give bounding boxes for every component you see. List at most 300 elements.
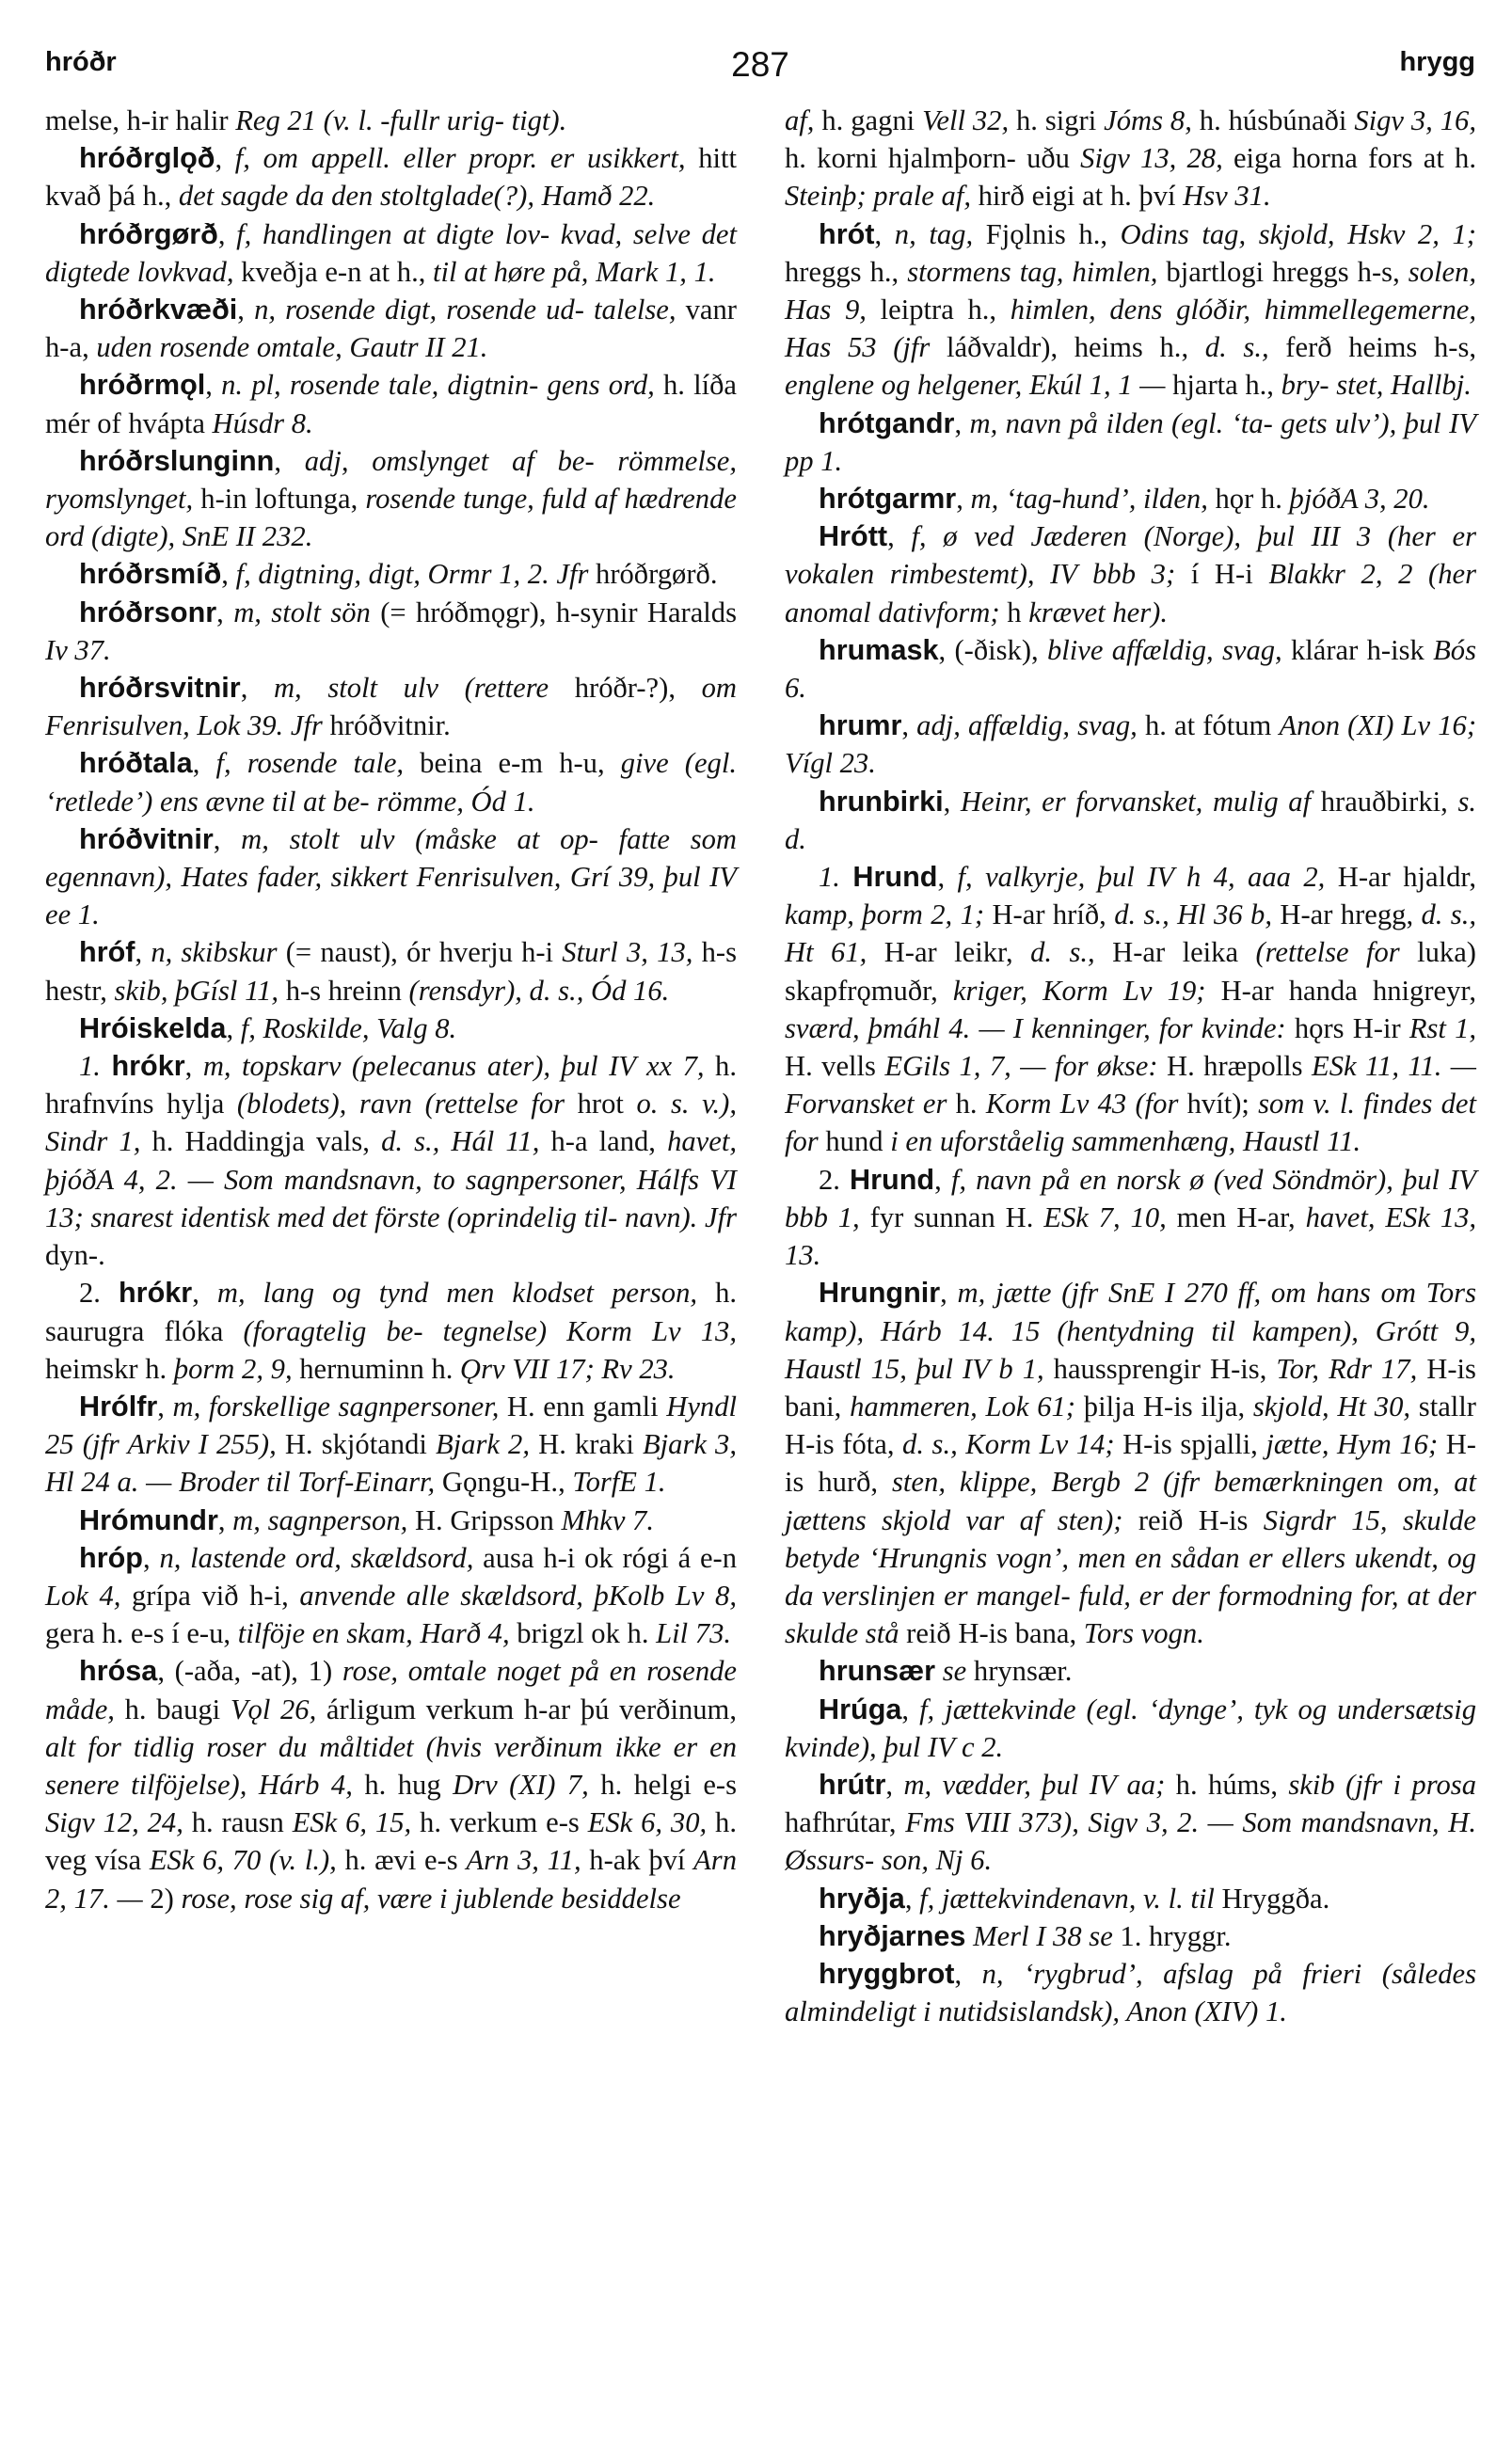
entry-text: m, vædder, þul IV aa; [903, 1768, 1166, 1801]
entry-text: (foragtelig be- tegnelse) Korm Lv 13, [243, 1314, 737, 1347]
entry-headword: hróðtala [79, 747, 193, 780]
entry-text: s. d. [785, 785, 1476, 855]
entry-text: klárar h-isk [1281, 633, 1434, 666]
entry-text: H-ar hregg, [1271, 898, 1422, 931]
entry-text: H-ar handa hnigreyr, [1205, 974, 1477, 1007]
entry-text: kveðja e-n at h., [233, 255, 434, 288]
entry-headword: hróðrsmíð [79, 558, 222, 591]
entry-text: n. pl, rosende tale, digtnin- gens ord, [221, 369, 655, 402]
entry-text: (blodets), ravn (rettelse for [236, 1088, 565, 1121]
entry-text: m, stolt ulv (rettere [273, 672, 549, 705]
entry-text: þilja H-is ilja, [1075, 1390, 1253, 1423]
entry-text: skjold, Ht 30, [1252, 1390, 1411, 1423]
entry-text: , [217, 1503, 233, 1536]
dictionary-entry [785, 480, 1476, 517]
entry-text: vanr h-a, [45, 294, 738, 364]
entry-text: H-is bani, [785, 1352, 1476, 1423]
entry-text: h. húsbúnaði [1191, 104, 1355, 136]
entry-text: rose, omtale noget på en rosende måde, [45, 1655, 738, 1725]
entry-headword: Hrólfr [79, 1390, 158, 1423]
entry-text: h-a land, [539, 1125, 668, 1158]
entry-text: , (-ðisk), [938, 633, 1047, 666]
entry-text: EGils 1, 7, — for økse: [884, 1050, 1158, 1083]
entry-text: H. enn gamli [499, 1390, 667, 1423]
dictionary-entry [45, 933, 737, 1009]
entry-text: melse, h-ir halir [45, 104, 236, 136]
entry-text: kamp, þorm 2, 1; [785, 898, 985, 931]
entry-text: n, tag, [894, 217, 974, 250]
entry-text: Jóms 8, [1104, 104, 1192, 136]
entry-text: H. Gripsson [407, 1503, 562, 1536]
entry-text: , [240, 672, 274, 705]
entry-text: bjartlogi hreggs h-s, [1157, 255, 1409, 288]
entry-text: , [274, 444, 305, 477]
entry-text: f, navn på en norsk ø (ved Söndmör), þul IV bbb 1, [785, 1163, 1477, 1233]
entry-text: d. s., Hl 36 b, [1114, 898, 1272, 931]
entry-text: h-ak því [581, 1844, 694, 1877]
entry-headword: hrunbirki [819, 785, 944, 818]
dictionary-entry [45, 1009, 737, 1047]
entry-text: rosende tunge, fuld af hædrende ord (digte), SnE II 232. [45, 483, 737, 553]
entry-text: i en uforståelig sammenhæng, Haustl 11. [890, 1125, 1361, 1158]
entry-headword: Hrótt [819, 520, 888, 553]
entry-text: grípa við h-i, [120, 1579, 300, 1612]
dictionary-entry [45, 1539, 737, 1653]
dictionary-entry [45, 442, 737, 556]
entry-text: Fms VIII 373), Sigv 3, 2. — Som mandsnavn, H. Øssurs- son, Nj 6. [785, 1806, 1476, 1877]
entry-headword: hróðrglǫð [79, 142, 215, 175]
entry-text: hróðr-?), [549, 672, 702, 705]
entry-text: f, jættekvinde (egl. ‘dynge’, tyk og undersætsig kvinde), þul IV c 2. [785, 1693, 1477, 1763]
entry-text: H-is hurð, [785, 1428, 1476, 1499]
entry-text: m, stolt sön [233, 596, 371, 628]
entry-text: H-ar leika [1094, 936, 1256, 969]
entry-text: h. húms, [1165, 1768, 1289, 1801]
entry-text: h-s hreinn [279, 974, 409, 1007]
entry-text: englene og helgener, Ekúl 1, 1 — [785, 369, 1166, 402]
entry-text: m, jætte (jfr SnE I 270 ff, om hans om Tors kamp), Hárb 14. 15 (hentydning til kampen), Grótt 9, Haustl 15, þul IV b 1, [785, 1277, 1476, 1385]
entry-text: h-in loftunga, [193, 483, 366, 516]
entry-text: H-ar hjaldr, [1325, 861, 1476, 894]
dictionary-entry [785, 102, 1476, 215]
entry-text: , [221, 558, 236, 591]
entry-text: hróðvitnir. [322, 709, 451, 742]
entry-text: f, Roskilde, Valg 8. [240, 1011, 457, 1044]
entry-text: se [942, 1655, 967, 1688]
entry-text: 2. [819, 1163, 851, 1196]
entry-text: , [874, 217, 895, 250]
entry-headword: hróðrslunginn [79, 444, 275, 477]
entry-text: f, valkyrje, þul IV h 4, aaa 2, [957, 861, 1326, 894]
entry-text: Vell 32, [922, 104, 1010, 136]
entry-text: f, ø ved Jæderen (Norge), þul III 3 (her er vokalen rimbestemt), IV bbb 3; [785, 520, 1476, 591]
entry-headword: Hrund [852, 861, 938, 894]
entry-text: , [954, 1957, 982, 1990]
entry-text: h. hrafnvíns hylja [45, 1050, 738, 1121]
dictionary-entry [785, 405, 1476, 480]
entry-text: Iv 37. [45, 633, 111, 666]
entry-text: d. s., [1030, 936, 1095, 969]
entry-text: o. s. v.), Sindr 1, [45, 1088, 737, 1158]
entry-text: láðvaldr), heims h., [930, 331, 1205, 364]
entry-text: 1. [79, 1050, 112, 1083]
entry-text: m, topskarv (pelecanus ater), þul IV xx 7, [202, 1050, 705, 1083]
entry-text: m, forskellige sagnpersoner, [172, 1390, 500, 1423]
entry-text: Drv (XI) 7, [453, 1768, 589, 1801]
dictionary-entry [785, 1766, 1476, 1880]
entry-text: sværd, þmáhl 4. — I kenninger, for kvinde: [785, 1011, 1286, 1044]
entry-text: Fjǫlnis h., [973, 217, 1121, 250]
entry-text: f, rosende tale, [215, 747, 405, 780]
entry-headword: hróðvitnir [79, 822, 214, 855]
entry-text: , [887, 520, 912, 553]
entry-text: f, digtning, digt, Ormr 1, 2. Jfr [235, 558, 589, 591]
entry-text: hrynsær. [966, 1655, 1073, 1688]
entry-text: , [215, 142, 235, 175]
entry-text: H. hræpolls [1157, 1050, 1312, 1083]
entry-text: f, om appell. eller propr. er usikkert, [234, 142, 686, 175]
entry-text: reið H-is [1122, 1503, 1264, 1536]
entry-text: det sagde da den stoltglade(?), Hamð 22. [178, 180, 656, 213]
entry-text: Sturl 3, 13, [562, 936, 693, 969]
entry-text: hreggs h., [785, 255, 908, 288]
right-column [785, 102, 1476, 2030]
dictionary-entry [45, 1047, 737, 1274]
entry-headword: hrót [819, 217, 875, 250]
entry-text: Tors vogn. [1083, 1617, 1204, 1650]
entry-text: d. s., Ht 61, [785, 898, 1476, 969]
entry-text: Ǫrv VII 17; Rv 23. [460, 1352, 676, 1385]
entry-text: , [216, 596, 234, 628]
entry-text: Bós 6. [785, 633, 1476, 705]
entry-text: blive affældig, svag, [1046, 633, 1282, 666]
entry-text: (= naust), ór hverju h-i [277, 936, 563, 969]
entry-text: stallr H-is fóta, [785, 1390, 1476, 1461]
entry-text: n, rosende digt, rosende ud- talelse, [254, 294, 676, 326]
entry-text: luka) skapfrǫmuðr, [785, 936, 1476, 1007]
entry-text: rose, rose sig af, være i jublende besiddelse [181, 1882, 681, 1915]
entry-text: Rst 1, [1409, 1011, 1477, 1044]
entry-text: fyr sunnan H. [859, 1200, 1044, 1233]
entry-text: , [135, 936, 151, 969]
entry-text: tilföje en skam, Harð 4, [237, 1617, 510, 1650]
entry-headword: hrókr [118, 1277, 193, 1310]
entry-text: , [237, 294, 255, 326]
entry-headword: hróf [79, 936, 135, 969]
entry-text: m, navn på ilden (egl. ‘ta- gets ulv’), þul IV pp 1. [785, 406, 1477, 477]
entry-text: h. baugi [114, 1693, 231, 1725]
entry-text: jætte, Hym 16; [1265, 1428, 1439, 1461]
entry-text: Hryggða. [1214, 1882, 1330, 1915]
dictionary-entry [45, 215, 737, 291]
entry-text: Hsv 31. [1183, 180, 1271, 213]
dictionary-entry [45, 1274, 737, 1388]
dictionary-entry [785, 517, 1476, 631]
dictionary-entry [785, 1652, 1476, 1690]
entry-text: hǫr h. [1207, 483, 1290, 516]
entry-text: Anon (XI) Lv 16; Vígl 23. [785, 709, 1477, 780]
entry-text: Vǫl 26, [230, 1693, 317, 1725]
entry-text: d. s., [1204, 331, 1269, 364]
entry-text: þjóðA 3, 20. [1289, 483, 1430, 516]
dictionary-entry [45, 1388, 737, 1502]
entry-text: haussprengir H-is, [1043, 1352, 1277, 1385]
entry-headword: hryggbrot [819, 1957, 955, 1990]
entry-headword: hrumr [819, 709, 902, 742]
entry-text: , [184, 1050, 203, 1083]
entry-text: adj, omslynget af be- römmelse, ryomslynget, [45, 444, 737, 516]
entry-headword: Hróiskelda [79, 1011, 227, 1044]
entry-text: Tor, Rdr 17, [1276, 1352, 1418, 1385]
entry-text: alt for tidlig roser du måltidet (hvis verðinum ikke er en senere tilföjelse), Hárb 4, [45, 1730, 737, 1801]
entry-headword: Hrungnir [819, 1277, 941, 1310]
dictionary-entry [45, 744, 737, 819]
left-column [45, 102, 737, 1917]
entry-text: , [940, 1277, 958, 1310]
entry-text: 2) [142, 1882, 182, 1915]
entry-headword: hrókr [111, 1050, 185, 1083]
header-guide-word-right: hrygg [1399, 47, 1475, 77]
entry-text: , [205, 369, 222, 402]
entry-text: H. skjótandi [276, 1428, 436, 1461]
entry-text: Sigv 3, 16, [1354, 104, 1476, 136]
dictionary-entry [785, 631, 1476, 707]
entry-text: , [226, 1011, 241, 1044]
entry-text: , [937, 861, 958, 894]
entry-text: , [901, 709, 917, 742]
entry-text: ESk 7, 10, [1043, 1200, 1167, 1233]
entry-text: krævet her). [1028, 596, 1169, 628]
entry-headword: Hrúga [819, 1693, 902, 1725]
entry-text: d. s., Korm Lv 14; [902, 1428, 1115, 1461]
entry-text: Steinþ; prale af, [785, 180, 971, 213]
entry-text: anvende alle skældsord, þKolb Lv 8, [299, 1579, 737, 1612]
entry-text: , [904, 1882, 920, 1915]
entry-text: (rensdyr), d. s., Ód 16. [408, 974, 670, 1007]
entry-text: H. kraki [530, 1428, 643, 1461]
dictionary-entry [45, 139, 737, 215]
dictionary-entry [45, 291, 737, 366]
entry-text: Blakkr 2, 2 (her anomal dativform; [785, 558, 1476, 628]
entry-text: (= hróðmǫgr), h-synir Haralds [370, 596, 738, 628]
entry-headword: hróðrsonr [79, 596, 217, 628]
entry-headword: hryðjarnes [819, 1919, 966, 1952]
entry-text: Mhkv 7. [561, 1503, 655, 1536]
entry-text: eiga horna fors at h. [1222, 142, 1476, 175]
entry-text: , [943, 785, 961, 818]
entry-text: H-ar leikr, [867, 936, 1031, 969]
entry-text: Heinr, er forvansket, mulig af [960, 785, 1312, 818]
entry-text: h. rausn [183, 1806, 293, 1839]
entry-text: hund [818, 1125, 891, 1158]
entry-text: ausa h-i ok rógi á e-n [473, 1541, 738, 1574]
entry-text: f, jættekvindenavn, v. l. til [919, 1882, 1215, 1915]
entry-text: ESk 11, 11. — Forvansket er [785, 1050, 1476, 1121]
entry-text: , (-aða, -at), 1) [157, 1655, 342, 1688]
entry-headword: Hrund [850, 1163, 935, 1196]
entry-headword: hróp [79, 1541, 143, 1574]
entry-text: himlen, dens glóðir, himmellegemerne, Has 53 (jfr [785, 294, 1476, 364]
entry-text: , [956, 483, 971, 516]
entry-text: hjarta h., [1165, 369, 1281, 402]
entry-text [935, 1655, 943, 1687]
entry-text: Húsdr 8. [212, 406, 313, 439]
entry-text: d. s., Hál 11, [381, 1125, 540, 1158]
entry-text: Gǫngu-H., [435, 1466, 573, 1499]
dictionary-entry [785, 1274, 1476, 1652]
entry-text: n, skibskur [151, 936, 278, 969]
entry-text: H-ar hríð, [984, 898, 1115, 931]
entry-text: leiptra h., [866, 294, 1011, 326]
dictionary-page [45, 26, 1475, 2416]
entry-text: sten, klippe, Bergb 2 (jfr bemærkningen om, at jættens skjold var af sten); [785, 1466, 1476, 1536]
entry-text: , [192, 747, 216, 780]
entry-text: H. vells [785, 1050, 885, 1083]
entry-text: havet, þjóðA 4, 2. — Som mandsnavn, to sagnpersoner, Hálfs VI 13; snarest identisk med det förste (oprindelig til- navn). Jfr [45, 1125, 737, 1233]
entry-headword: hróðrgørð [79, 217, 218, 250]
entry-text: Merl I 38 se [973, 1919, 1113, 1952]
dictionary-entry [45, 669, 737, 744]
entry-text: , [192, 1277, 217, 1310]
entry-headword: hróðrmǫl [79, 369, 206, 402]
entry-headword: hróðrsvitnir [79, 672, 241, 705]
entry-text [965, 1920, 973, 1952]
dictionary-entry [45, 555, 737, 593]
entry-text: 1. hryggr. [1112, 1919, 1232, 1952]
entry-text: Bjark 2, [435, 1428, 531, 1461]
entry-text: Sigv 12, 24, [45, 1806, 183, 1839]
entry-headword: hrunsær [819, 1655, 936, 1688]
entry-text: , [885, 1768, 904, 1801]
entry-text: h-s hestr, [45, 936, 738, 1007]
entry-text: heimskr h. [45, 1352, 174, 1385]
dictionary-entry [45, 1502, 737, 1539]
entry-text: om Fenrisulven, Lok 39. Jfr [45, 672, 737, 742]
header-guide-word-left: hróðr [45, 47, 117, 77]
entry-text: , [954, 406, 970, 439]
entry-text: h. korni hjalmþorn- uðu [785, 142, 1081, 175]
entry-text: , [901, 1693, 920, 1725]
entry-text: Hyndl 25 (jfr Arkiv I 255), [45, 1390, 737, 1461]
entry-text: af, [785, 104, 815, 136]
entry-headword: Hrómundr [79, 1503, 218, 1536]
entry-text: H-is spjalli, [1114, 1428, 1266, 1461]
entry-text: skib (jfr i prosa [1288, 1768, 1476, 1801]
entry-text: m, stolt ulv (måske at op- fatte som egennavn), Hates fader, sikkert Fenrisulven, Grí 39, þul IV ee 1. [45, 822, 737, 931]
entry-text: Sigv 13, 28, [1080, 142, 1223, 175]
entry-text: , [142, 1541, 160, 1574]
entry-text: brigzl ok h. [509, 1617, 657, 1650]
entry-headword: hrótgandr [819, 406, 955, 439]
entry-text: som v. l. findes det for [785, 1088, 1476, 1158]
entry-text: h. saurugra flóka [45, 1277, 738, 1347]
dictionary-entry [45, 594, 737, 669]
entry-text: hernuminn h. [292, 1352, 461, 1385]
entry-text: Reg 21 (v. l. -fullr urig- tigt). [235, 104, 567, 136]
entry-text: gera h. e-s í e-u, [45, 1617, 238, 1650]
entry-text: h. veg vísa [45, 1806, 737, 1877]
entry-text: stormens tag, himlen, [907, 255, 1158, 288]
entry-text: ESk 6, 30, [587, 1806, 708, 1839]
entry-text: h [999, 596, 1029, 628]
entry-text: adj, affældig, svag, [916, 709, 1138, 742]
entry-text: skib, þGísl 11, [114, 974, 279, 1007]
entry-text: h. helgi e-s [588, 1768, 738, 1801]
entry-text: hafhrútar, [785, 1806, 906, 1839]
dictionary-entry [45, 1652, 737, 1916]
entry-text: ESk 6, 15, [292, 1806, 412, 1839]
entry-text: h. hug [352, 1768, 454, 1801]
entry-text: m, lang og tynd men klodset person, [216, 1277, 698, 1310]
entry-text: h. ævi e-s [336, 1844, 467, 1877]
entry-text: Sigrdr 15, skulde betyde ‘Hrungnis vogn’, men en sådan er ellers ukendt, og da verslinjen er mangel- fuld, er der formodning for, at der skulde stå [785, 1503, 1476, 1650]
entry-text: til at høre på, Mark 1, 1. [433, 255, 716, 288]
entry-text: hrot [565, 1088, 637, 1121]
entry-text: í H-i [1175, 558, 1269, 591]
entry-headword: hryðja [819, 1882, 905, 1915]
entry-text: , [217, 217, 237, 250]
entry-text: , [934, 1163, 951, 1196]
dictionary-entry [785, 783, 1476, 858]
entry-text: ferð heims h-s, [1268, 331, 1477, 364]
entry-text: m, sagnperson, [232, 1503, 408, 1536]
dictionary-entry [785, 1161, 1476, 1275]
entry-text: þorm 2, 9, [173, 1352, 293, 1385]
entry-text: men H-ar, [1166, 1200, 1306, 1233]
entry-text: TorfE 1. [572, 1466, 666, 1499]
dictionary-entry [45, 102, 737, 139]
entry-text: beina e-m h-u, [404, 747, 621, 780]
entry-text: hirð eigi at h. því [970, 180, 1184, 213]
entry-text: h. Haddingja vals, [140, 1125, 382, 1158]
entry-text: Arn 3, 11, [466, 1844, 581, 1877]
entry-text: árligum verkum h-ar þú verðinum, [316, 1693, 737, 1725]
page-number: 287 [731, 45, 789, 84]
entry-text: Bjark 3, Hl 24 a. — Broder til Torf-Einarr, [45, 1428, 737, 1499]
entry-text: h. gagni [814, 104, 923, 136]
entry-text: ESk 6, 70 (v. l.), [149, 1844, 337, 1877]
entry-headword: hróðrkvæði [79, 294, 238, 326]
entry-text: Lok 4, [45, 1579, 121, 1612]
entry-headword: hrótgarmr [819, 483, 957, 516]
entry-text: hitt kvað þá h., [45, 142, 737, 213]
dictionary-entry [785, 215, 1476, 405]
entry-text: h. at fótum [1137, 709, 1280, 742]
dictionary-entry [785, 858, 1476, 1161]
dictionary-entry [785, 1691, 1476, 1766]
entry-text: (rettelse for [1255, 936, 1400, 969]
entry-headword: hrósa [79, 1655, 158, 1688]
entry-text: Lil 73. [656, 1617, 732, 1650]
entry-headword: hrumask [819, 633, 939, 666]
entry-text: uden rosende omtale, Gautr II 21. [96, 331, 488, 364]
entry-text: hvít); [1178, 1088, 1259, 1121]
entry-text: 1. [819, 861, 853, 894]
entry-text: h. sigri [1009, 104, 1105, 136]
entry-text: Arn 2, 17. — [45, 1844, 737, 1915]
entry-text: Korm Lv 43 (for [985, 1088, 1179, 1121]
entry-text: solen, Has 9, [785, 255, 1476, 326]
entry-text: kriger, Korm Lv 19; [952, 974, 1206, 1007]
entry-text: f, handlingen at digte lov- kvad, selve det digtede lovkvad, [45, 217, 738, 288]
dictionary-entry [785, 1917, 1476, 1955]
entry-text: dyn-. [45, 1239, 105, 1272]
entry-text: h. [947, 1088, 986, 1121]
dictionary-entry [785, 707, 1476, 782]
entry-text: h. verkum e-s [411, 1806, 588, 1839]
entry-text: 2. [79, 1277, 119, 1310]
entry-text: hǫrs H-ir [1285, 1011, 1409, 1044]
